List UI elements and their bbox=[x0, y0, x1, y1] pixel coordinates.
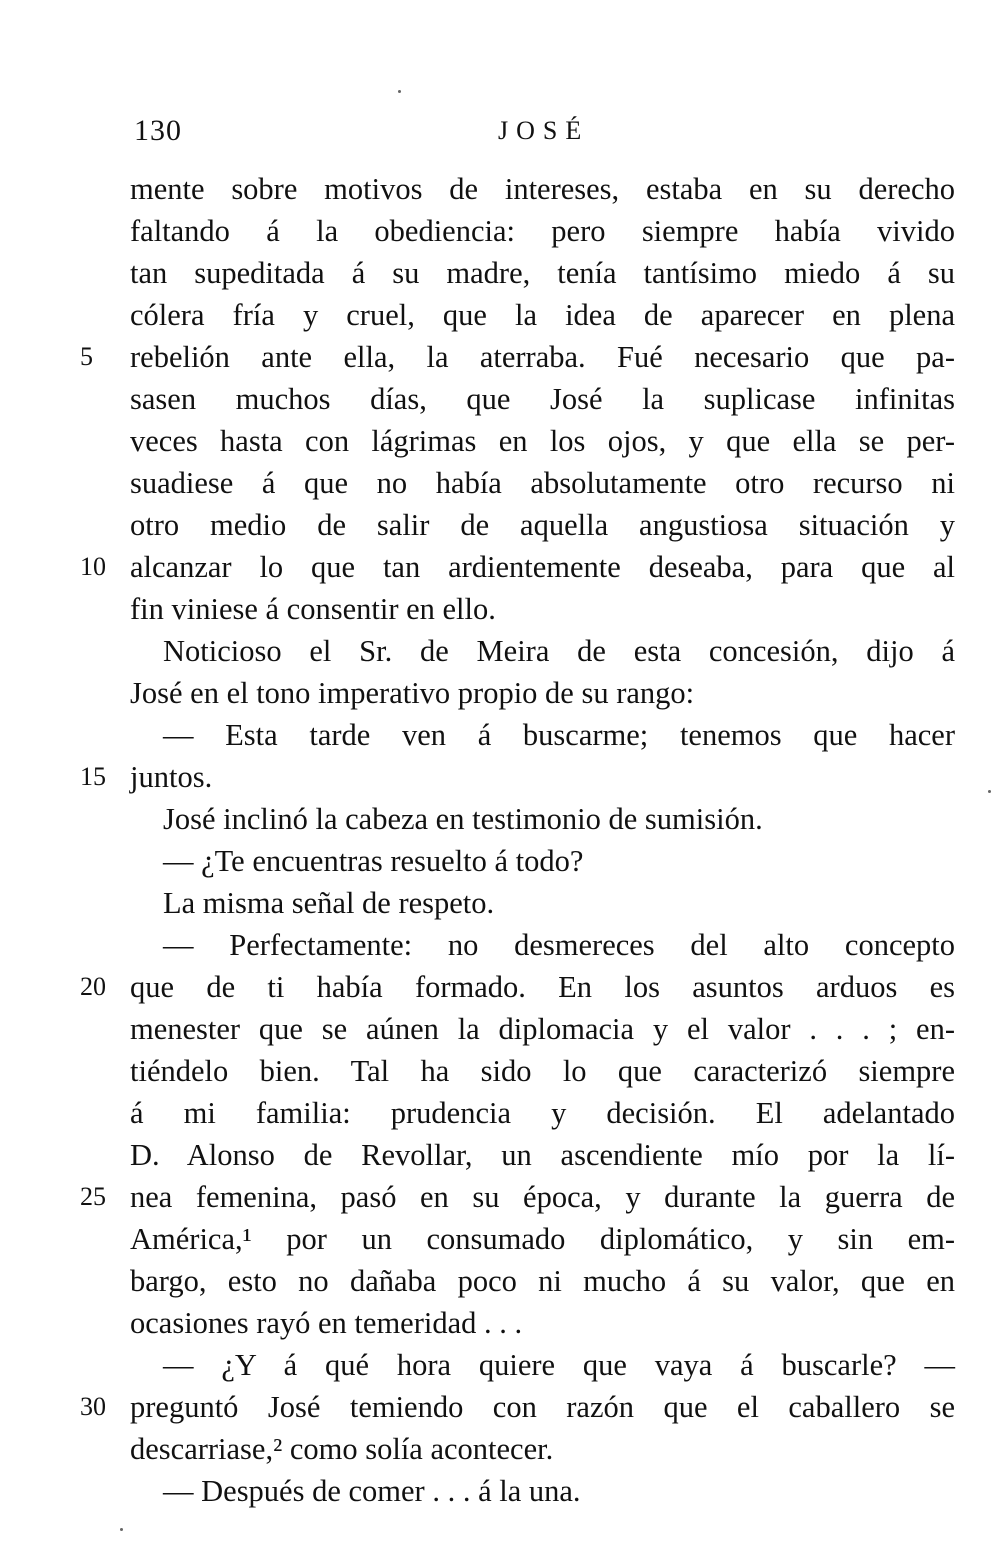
page-number: 130 bbox=[134, 114, 182, 147]
text-line: D. Alonso de Revollar, un ascendiente mío por la lí- bbox=[130, 1138, 955, 1172]
text-line: Noticioso el Sr. de Meira de esta concesión, dijo á bbox=[163, 634, 955, 668]
text-line: José en el tono imperativo propio de su rango: bbox=[130, 676, 695, 710]
scan-speck bbox=[120, 1528, 123, 1531]
text-line: otro medio de salir de aquella angustiosa situación y bbox=[130, 508, 955, 542]
text-line: mente sobre motivos de intereses, estaba en su derecho bbox=[130, 172, 955, 206]
scan-speck bbox=[398, 90, 401, 93]
text-line: La misma señal de respeto. bbox=[163, 886, 495, 920]
text-line: fin viniese á consentir en ello. bbox=[130, 592, 496, 626]
text-line: — Después de comer . . . á la una. bbox=[163, 1474, 581, 1508]
line-number: 15 bbox=[80, 762, 106, 791]
text-line: rebelión ante ella, la aterraba. Fué necesario que pa- bbox=[130, 340, 955, 374]
text-line: alcanzar lo que tan ardientemente deseaba, para que al bbox=[130, 550, 955, 584]
text-line: — Esta tarde ven á buscarme; tenemos que hacer bbox=[163, 718, 955, 752]
text-line: — ¿Te encuentras resuelto á todo? bbox=[163, 844, 584, 878]
line-number: 5 bbox=[80, 342, 93, 371]
text-line: José inclinó la cabeza en testimonio de sumisión. bbox=[163, 802, 763, 836]
line-number: 30 bbox=[80, 1392, 106, 1421]
line-number: 10 bbox=[80, 552, 106, 581]
text-line: que de ti había formado. En los asuntos arduos es bbox=[130, 970, 955, 1004]
text-line: tiéndelo bien. Tal ha sido lo que caracterizó siempre bbox=[130, 1054, 955, 1088]
text-line: América,¹ por un consumado diplomático, y sin em- bbox=[130, 1222, 955, 1256]
text-line: — ¿Y á qué hora quiere que vaya á buscarle? — bbox=[163, 1348, 955, 1382]
text-line: suadiese á que no había absolutamente otro recurso ni bbox=[130, 466, 955, 500]
text-line: ocasiones rayó en temeridad . . . bbox=[130, 1306, 523, 1340]
text-line: — Perfectamente: no desmereces del alto concepto bbox=[163, 928, 955, 962]
text-line: nea femenina, pasó en su época, y durante la guerra de bbox=[130, 1180, 955, 1214]
text-line: á mi familia: prudencia y decisión. El adelantado bbox=[130, 1096, 955, 1130]
running-title: JOSÉ bbox=[498, 116, 590, 145]
page-header bbox=[0, 108, 1000, 148]
text-line: tan supeditada á su madre, tenía tantísimo miedo á su bbox=[130, 256, 955, 290]
line-number: 20 bbox=[80, 972, 106, 1001]
text-line: cólera fría y cruel, que la idea de aparecer en plena bbox=[130, 298, 955, 332]
scan-speck bbox=[988, 790, 991, 793]
line-number: 25 bbox=[80, 1182, 106, 1211]
text-line: faltando á la obediencia: pero siempre había vivido bbox=[130, 214, 955, 248]
text-line: veces hasta con lágrimas en los ojos, y que ella se per- bbox=[130, 424, 955, 458]
text-line: menester que se aúnen la diplomacia y el valor . . . ; en- bbox=[130, 1012, 955, 1046]
text-line: bargo, esto no dañaba poco ni mucho á su valor, que en bbox=[130, 1264, 955, 1298]
text-line: preguntó José temiendo con razón que el caballero se bbox=[130, 1390, 955, 1424]
text-line: descarriase,² como solía acontecer. bbox=[130, 1432, 554, 1466]
text-line: juntos. bbox=[130, 760, 213, 794]
text-line: sasen muchos días, que José la suplicase infinitas bbox=[130, 382, 955, 416]
